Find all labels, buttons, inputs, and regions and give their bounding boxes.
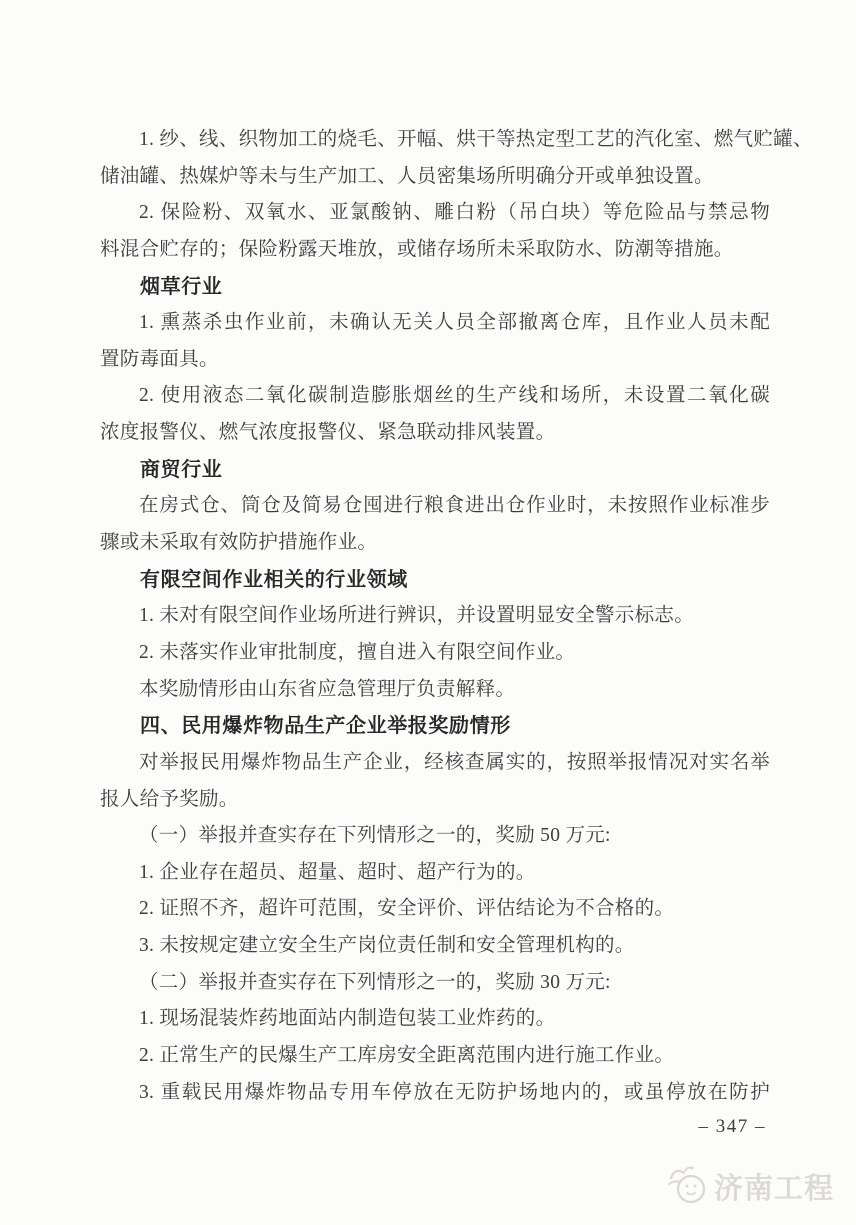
paragraph [100,891,770,928]
paragraph [100,305,770,378]
text-line: 1. 熏蒸杀虫作业前，未确认无关人员全部撤离仓库，且作业人员未配 [139,312,770,334]
paragraph [100,635,770,672]
text-line: 骤或未采取有效防护措施作业。 [100,532,378,554]
text-line: 浓度报警仪、燃气浓度报警仪、紧急联动排风装置。 [100,422,556,444]
paragraph [100,1038,770,1075]
text-line: 1. 现场混装炸药地面站内制造包装工业炸药的。 [139,1008,556,1030]
paragraph [100,928,770,965]
paragraph [100,672,770,709]
text-line: 置防毒面具。 [100,348,219,370]
document-body [100,122,813,1111]
text-line: 2. 未落实作业审批制度，擅自进入有限空间作业。 [139,641,576,663]
section-heading-commerce-industry: 商贸行业 [140,458,223,481]
text-line: （二）举报并查实存在下列情形之一的，奖励 30 万元: [139,971,611,993]
text-line: （一）举报并查实存在下列情形之一的，奖励 50 万元: [139,825,611,847]
text-line: 2. 保险粉、双氧水、亚氯酸钠、雕白粉（吊白块）等危险品与禁忌物 [139,202,770,224]
paragraph [100,488,770,561]
text-line: 2. 证照不齐，超许可范围，安全评价、评估结论为不合格的。 [139,898,675,920]
text-line: 料混合贮存的；保险粉露天堆放，或储存场所未采取防水、防潮等措施。 [100,238,734,260]
text-line: 对举报民用爆炸物品生产企业，经核查属实的，按照举报情况对实名举 [139,751,770,773]
text-line: 2. 正常生产的民爆生产工库房安全距离范围内进行施工作业。 [139,1045,675,1067]
paragraph [100,745,770,818]
text-line: 1. 企业存在超员、超量、超时、超产行为的。 [139,861,536,883]
paragraph [100,855,770,892]
paragraph [100,598,770,635]
paragraph [100,818,770,855]
section-heading-civil-explosives: 四、民用爆炸物品生产企业举报奖励情形 [140,715,511,738]
page-number: – 347 – [698,1116,766,1137]
text-line: 2. 使用液态二氧化碳制造膨胀烟丝的生产线和场所，未设置二氧化碳 [139,385,770,407]
text-line: 3. 重载民用爆炸物品专用车停放在无防护场地内的，或虽停放在防护 [139,1081,770,1103]
text-line: 3. 未按规定建立安全生产岗位责任制和安全管理机构的。 [139,935,635,957]
text-line: 1. 未对有限空间作业场所进行辨识，并设置明显安全警示标志。 [139,605,695,627]
paragraph [100,1075,770,1112]
text-line: 储油罐、热媒炉等未与生产加工、人员密集场所明确分开或单独设置。 [100,165,714,187]
section-heading-tobacco-industry: 烟草行业 [140,275,223,298]
text-line: 在房式仓、筒仓及简易仓囤进行粮食进出仓作业时，未按照作业标准步 [139,495,770,517]
text-line: 报人给予奖励。 [100,788,239,810]
paragraph [100,195,770,268]
watermark-text: 济南工程 [713,1173,834,1205]
paragraph [100,122,813,195]
text-line: 本奖励情形由山东省应急管理厅负责解释。 [139,678,516,700]
bee-mascot-icon [667,1162,709,1211]
watermark [667,1162,834,1211]
section-heading-confined-space: 有限空间作业相关的行业领域 [140,568,408,591]
text-line: 1. 纱、线、织物加工的烧毛、开幅、烘干等热定型工艺的汽化室、燃气贮罐、 [139,129,813,150]
paragraph [100,1001,770,1038]
paragraph [100,378,770,451]
paragraph [100,965,770,1002]
